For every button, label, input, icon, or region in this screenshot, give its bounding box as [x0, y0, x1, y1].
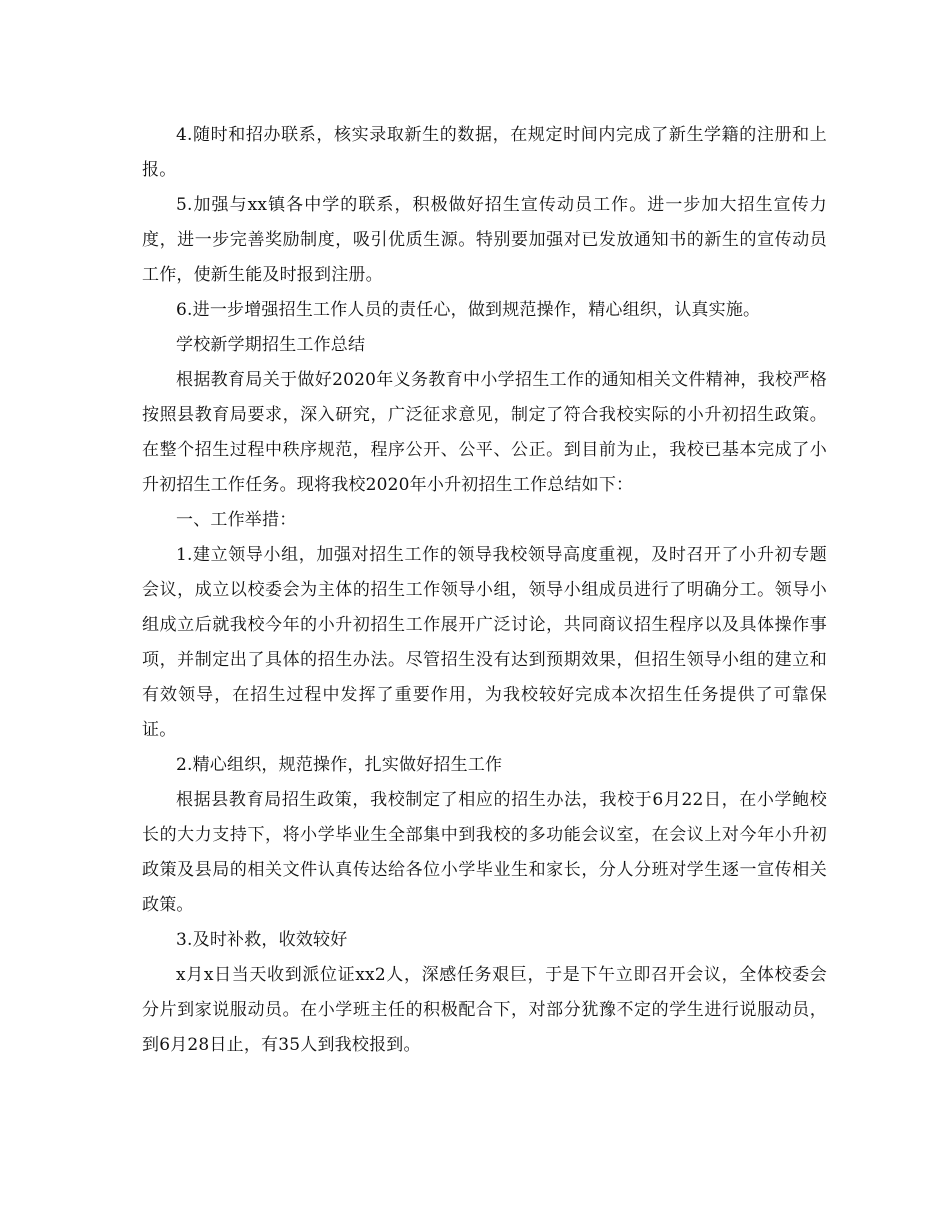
section-heading: 一、工作举措： [176, 510, 297, 530]
subheading: 3.及时补救，收效较好 [176, 930, 348, 950]
paragraph: x月x日当天收到派位证xx2人，深感任务艰巨，于是下午立即召开会议，全体校委会分片到家说服动员。在小学班主任的积极配合下，对部分犹豫不定的学生进行说服动员，到6月28日止，有35人到我校报到。 [142, 965, 827, 1055]
paragraph: 根据教育局关于做好2020年义务教育中小学招生工作的通知相关文件精神，我校严格按照县教育局要求，深入研究，广泛征求意见，制定了符合我校实际的小升初招生政策。在整个招生过程中秩序规范，程序公开、公平、公正。到目前为止，我校已基本完成了小升初招生工作任务。现将我校2020年小升初招生工作总结如下： [142, 370, 827, 495]
subheading: 2.精心组织，规范操作，扎实做好招生工作 [176, 755, 503, 775]
paragraph: 6.进一步增强招生工作人员的责任心，做到规范操作，精心组织，认真实施。 [176, 300, 761, 320]
paragraph: 1.建立领导小组，加强对招生工作的领导我校领导高度重视，及时召开了小升初专题会议，成立以校委会为主体的招生工作领导小组，领导小组成员进行了明确分工。领导小组成立后就我校今年的小升初招生工作展开广泛讨论，共同商议招生程序以及具体操作事项，并制定出了具体的招生办法。尽管招生没有达到预期效果，但招生领导小组的建立和有效领导，在招生过程中发挥了重要作用，为我校较好完成本次招生任务提供了可靠保证。 [142, 545, 827, 740]
document-body [142, 118, 827, 1063]
paragraph: 4.随时和招办联系，核实录取新生的数据，在规定时间内完成了新生学籍的注册和上报。 [142, 125, 827, 180]
section-title: 学校新学期招生工作总结 [176, 335, 366, 355]
paragraph: 根据县教育局招生政策，我校制定了相应的招生办法，我校于6月22日，在小学鲍校长的大力支持下，将小学毕业生全部集中到我校的多功能会议室，在会议上对今年小升初政策及县局的相关文件认真传达给各位小学毕业生和家长，分人分班对学生逐一宣传相关政策。 [142, 790, 827, 915]
paragraph: 5.加强与xx镇各中学的联系，积极做好招生宣传动员工作。进一步加大招生宣传力度，进一步完善奖励制度，吸引优质生源。特别要加强对已发放通知书的新生的宣传动员工作，使新生能及时报到注册。 [142, 195, 827, 285]
